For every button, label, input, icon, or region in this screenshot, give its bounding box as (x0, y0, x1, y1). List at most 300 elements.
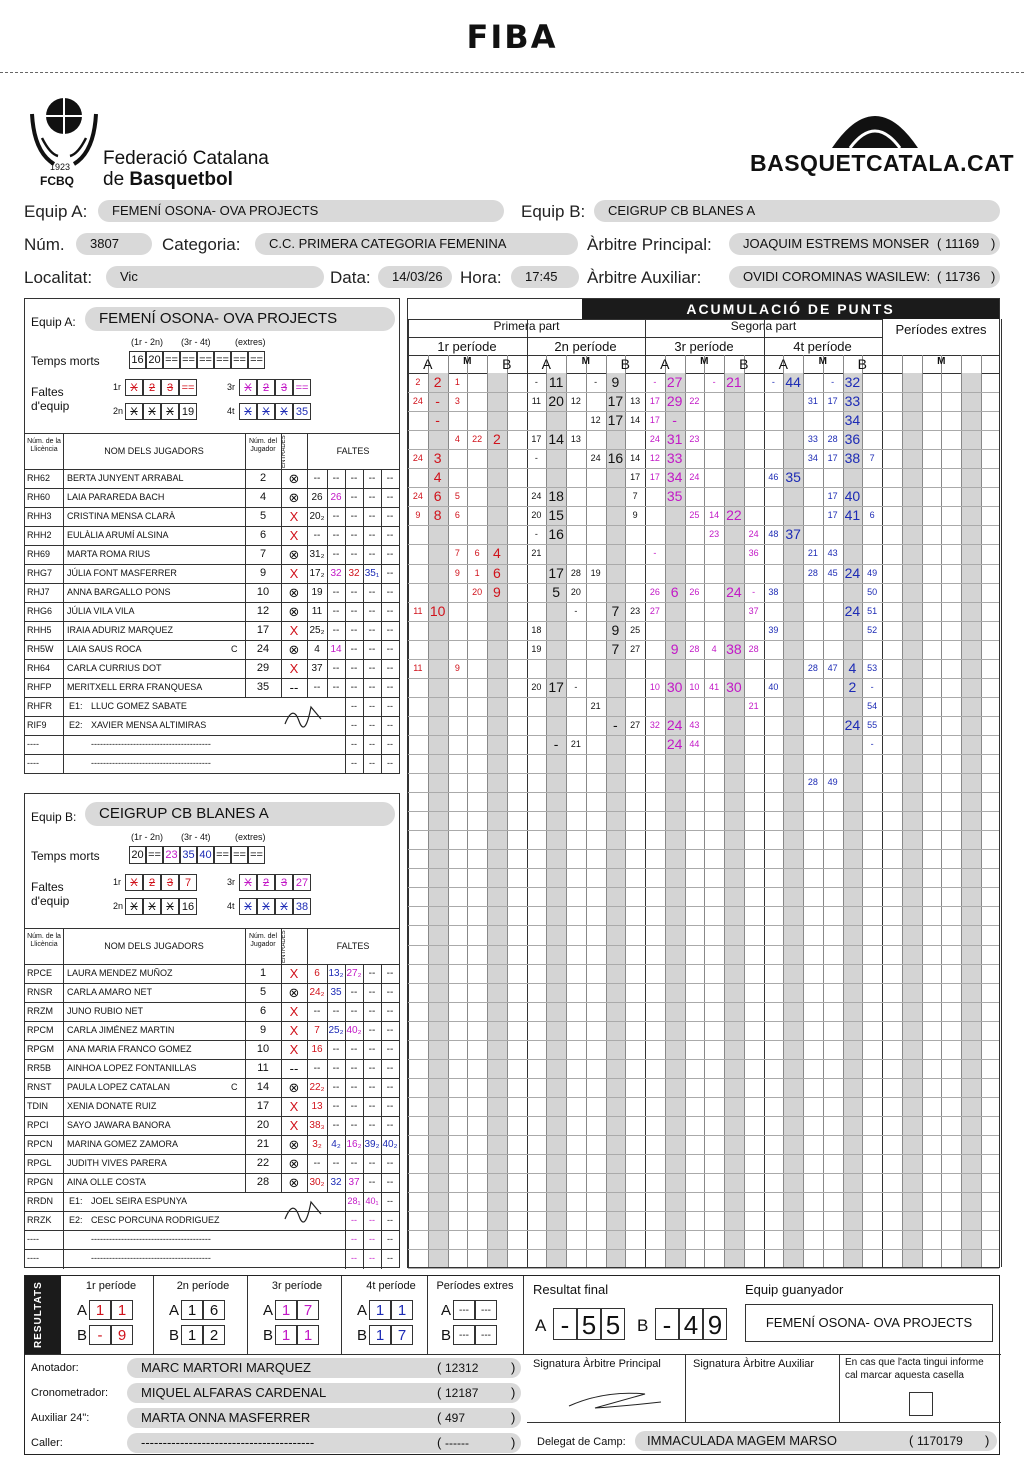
player-name: SAYO JAWARA BANORA (67, 1120, 171, 1130)
vline (153, 1276, 154, 1354)
player-number: 14 (256, 1081, 270, 1093)
foul-cell: -- (350, 1082, 358, 1093)
license-cell: RH62 (27, 473, 51, 483)
license-cell: RPGN (27, 1177, 54, 1187)
foul-cell: 3₂ (312, 1139, 322, 1150)
foul-cell: -- (332, 1120, 340, 1131)
winner-field[interactable]: FEMENÍ OSONA- OVA PROJECTS (745, 1304, 993, 1342)
foul-cell: -- (350, 473, 358, 484)
team-label: Equip B: (31, 810, 77, 824)
row-divider (281, 1060, 282, 1079)
entry-mark: ⊗ (288, 471, 300, 486)
score-cell: 49 (867, 567, 878, 578)
final-b-digit: 4 (679, 1308, 703, 1340)
player-row (25, 583, 399, 602)
player-name: XENIA DONATE RUIZ (67, 1101, 157, 1111)
row-divider (63, 660, 64, 679)
row-divider (281, 660, 282, 679)
score-cell: 46 (768, 472, 779, 483)
result-digit-box: --- (453, 1300, 475, 1320)
localitat-field[interactable]: Vic (106, 266, 324, 288)
player-row (25, 602, 399, 621)
score-cell: - (870, 681, 874, 692)
coach-foul: -- (369, 701, 375, 711)
score-cell: - (653, 377, 657, 387)
amb-label: M (937, 356, 946, 367)
result-digit-box: 1 (297, 1325, 319, 1345)
foul-cell: -- (332, 1158, 340, 1169)
score-cell: 50 (867, 586, 878, 597)
inform-checkbox[interactable] (909, 1392, 933, 1416)
official-id: 497 (445, 1411, 466, 1425)
player-name: AINHOA LOPEZ FONTANILLAS (67, 1063, 197, 1073)
result-period-label: 3r període (271, 1280, 323, 1292)
team-foul-box: X (125, 403, 143, 420)
entry-mark: X (289, 623, 299, 638)
foul-cell: -- (368, 587, 376, 598)
row-divider (281, 1117, 282, 1136)
final-a-digit: 5 (577, 1308, 601, 1340)
score-cell: 17 (548, 564, 564, 581)
fcbq-name-line1: Federació Catalana (103, 148, 269, 169)
team-letter: A (77, 1302, 88, 1319)
entry-mark: X (289, 661, 299, 676)
foul-cell: -- (386, 1101, 394, 1112)
hline (525, 1354, 1001, 1355)
grid-row-line (408, 1268, 999, 1269)
license-cell: RHH2 (27, 530, 52, 540)
player-number: 17 (256, 624, 270, 636)
paren-close: ) (511, 1435, 516, 1450)
row-divider (245, 1136, 246, 1155)
score-cell: 7 (611, 602, 620, 619)
player-number: 28 (256, 1176, 270, 1188)
quarter-label: 1r (113, 877, 122, 887)
score-cell: 12 (649, 453, 660, 464)
fcbq-year: 1923 (50, 162, 71, 172)
paren-open: ( (437, 1360, 442, 1375)
score-cell: 21 (726, 374, 742, 390)
score-cell: 6 (492, 564, 501, 581)
equip-b-field[interactable]: CEIGRUP CB BLANES A (594, 200, 1000, 222)
foul-cell: -- (313, 530, 321, 541)
row-divider (63, 470, 64, 489)
player-name: PAULA LOPEZ CATALAN (67, 1082, 171, 1092)
entry-mark: -- (289, 1061, 299, 1076)
score-cell: 27 (630, 719, 641, 730)
foul-cell: -- (368, 1120, 376, 1131)
fiba-title: FIBA (466, 18, 558, 56)
row-divider (363, 698, 364, 717)
score-cell: 11 (531, 396, 542, 407)
grid-row-line (408, 678, 999, 679)
foul-cell: 13₂ (328, 968, 344, 979)
player-row (25, 545, 399, 564)
player-number: 9 (259, 567, 267, 579)
row-divider (63, 1117, 64, 1136)
player-row (25, 526, 399, 545)
coach-name: CESC PORCUNA RODRIGUEZ (91, 1215, 220, 1225)
row-divider (63, 508, 64, 527)
coach-name: ---------------------------------------- (91, 758, 211, 768)
score-cell: 35 (666, 488, 683, 505)
coach-foul: 28₁ (347, 1196, 361, 1206)
foul-cell: -- (386, 625, 394, 636)
foul-cell: 27₂ (346, 968, 362, 979)
row-divider (245, 679, 246, 698)
score-cell: - (712, 377, 716, 387)
grid-row-line (408, 487, 999, 488)
score-cell: 23 (709, 529, 720, 540)
foul-cell: -- (350, 663, 358, 674)
foul-cell: -- (368, 549, 376, 560)
hora-field[interactable]: 17:45 (511, 266, 579, 288)
timeout-box: 23 (163, 846, 180, 864)
quarter-label: 2n (113, 406, 124, 416)
delegat-name: IMMACULADA MAGEM MARSO (647, 1433, 837, 1448)
sig-principal-label: Signatura Àrbitre Principal (533, 1358, 661, 1370)
score-cell: 51 (867, 605, 878, 616)
license-cell: RNST (27, 1082, 52, 1092)
grid-row-line (408, 1116, 999, 1117)
grid-row-line (408, 449, 999, 450)
num-field[interactable]: 3807 (76, 233, 152, 255)
foul-cell: -- (313, 682, 321, 693)
foul-cell: 16 (311, 1044, 323, 1055)
score-cell: 2 (492, 431, 501, 448)
team-name: CEIGRUP CB BLANES A (85, 802, 395, 826)
grid-row-line (408, 697, 999, 698)
categoria-field[interactable]: C.C. PRIMERA CATEGORIA FEMENINA (255, 233, 578, 255)
foul-cell: -- (350, 549, 358, 560)
foul-cell: -- (386, 1120, 394, 1131)
row-divider (63, 622, 64, 641)
row-divider (363, 1250, 364, 1269)
score-cell: 5 (552, 583, 561, 600)
coach-foul: -- (387, 1215, 393, 1225)
row-divider (63, 1022, 64, 1041)
equip-a-field[interactable]: FEMENÍ OSONA- OVA PROJECTS (98, 200, 504, 222)
result-period-label: 4t període (366, 1280, 416, 1292)
official-field[interactable] (127, 1383, 521, 1403)
final-a-digit: - (553, 1308, 577, 1340)
row-divider (245, 660, 246, 679)
score-cell: 9 (454, 567, 460, 578)
col-divider (307, 929, 308, 965)
foul-cell: 32 (348, 568, 360, 579)
score-cell: 34 (807, 453, 818, 464)
period-label: 4t període (793, 339, 852, 354)
score-cell: 11 (413, 605, 423, 616)
foul-cell: 35 (330, 987, 342, 998)
player-number: 21 (256, 1138, 270, 1150)
foul-cell: -- (350, 644, 358, 655)
score-cell: 9 (454, 662, 460, 673)
team-foul-box: X (239, 403, 257, 420)
player-number: 9 (259, 1024, 267, 1036)
foul-cell: -- (350, 1006, 358, 1017)
categoria-label: Categoria: (162, 235, 241, 254)
foul-cell: -- (350, 987, 358, 998)
grid-row-line (408, 830, 999, 831)
score-cell: 17 (827, 453, 838, 464)
result-digit-box: --- (475, 1325, 497, 1345)
foul-cell: -- (313, 1158, 321, 1169)
score-cell: 17 (827, 491, 838, 502)
row-divider (281, 1041, 282, 1060)
timeout-box: 20 (146, 351, 163, 369)
score-cell: 21 (590, 700, 601, 711)
first-half-label: Primera part (493, 319, 560, 333)
grid-row-line (408, 964, 999, 965)
entry-mark: -- (289, 680, 299, 695)
row-divider (381, 736, 382, 755)
score-cell: 39 (768, 624, 779, 635)
row-divider (245, 1155, 246, 1174)
entry-mark: ⊗ (288, 1175, 300, 1190)
row-divider (63, 565, 64, 584)
license-cell: RHH3 (27, 511, 52, 521)
score-cell: 6 (433, 488, 442, 505)
score-cell: 16 (607, 450, 624, 467)
foul-cell: -- (332, 473, 340, 484)
score-cell: 33 (844, 393, 861, 410)
player-row (25, 507, 399, 526)
score-cell: 28 (689, 643, 700, 654)
row-divider (363, 1212, 364, 1231)
team-foul-box: 2 (257, 379, 275, 396)
foul-cell: -- (350, 587, 358, 598)
official-field[interactable] (127, 1433, 521, 1453)
foul-cell: -- (368, 644, 376, 655)
result-digit-box: 1 (181, 1300, 203, 1320)
score-cell: 1 (474, 567, 480, 578)
quarter-label: 2n (113, 901, 124, 911)
coach-foul: -- (387, 720, 393, 730)
license-cell: RPCE (27, 968, 53, 978)
foul-cell: -- (368, 473, 376, 484)
official-field[interactable] (127, 1408, 521, 1428)
paren-close: ) (511, 1385, 516, 1400)
team-foul-box: 2 (143, 874, 161, 891)
coach-role: E2: (69, 1215, 83, 1225)
coach-foul: 40₁ (365, 1196, 379, 1206)
player-name: JUNO RUBIO NET (67, 1006, 144, 1016)
foul-cell: 25₂ (328, 1025, 344, 1036)
score-cell: 22 (726, 507, 742, 524)
arbitre-principal-field[interactable]: JOAQUIM ESTREMS MONSER ( 11169 ) (729, 233, 1000, 255)
foul-cell: -- (332, 1063, 340, 1074)
score-cell: 1 (454, 377, 460, 387)
score-cell: - (653, 548, 657, 559)
row-divider (281, 489, 282, 508)
grid-row-line (408, 468, 999, 469)
quarter-label: 3r (227, 382, 236, 392)
row-divider (281, 1003, 282, 1022)
coach-name: ---------------------------------------- (91, 1234, 211, 1244)
score-cell: 55 (867, 719, 878, 730)
foul-cell: -- (368, 1025, 376, 1036)
row-divider (363, 1193, 364, 1212)
timeout-box: 35 (180, 846, 197, 864)
row-divider (281, 1079, 282, 1098)
row-divider (281, 1174, 282, 1193)
timeout-box: == (248, 351, 265, 369)
foul-cell: 4₂ (331, 1139, 341, 1150)
player-row (25, 1078, 399, 1097)
foul-cell: -- (368, 1063, 376, 1074)
license-cell: RPGM (27, 1044, 54, 1054)
team-fouls-label2: d'equip (31, 399, 70, 413)
score-cell: 31 (807, 396, 818, 407)
data-field[interactable]: 14/03/26 (378, 266, 452, 288)
coach-row (25, 697, 399, 716)
score-cell: 28 (807, 567, 818, 578)
quarter-label: 4t (227, 901, 235, 911)
official-label: Cronometrador: (31, 1387, 109, 1399)
team-foul-box: 35 (293, 403, 311, 420)
team-letter: A (357, 1302, 368, 1319)
row-divider (281, 565, 282, 584)
score-cell: 10 (429, 602, 446, 619)
score-cell: 6 (670, 583, 679, 600)
coach-foul: -- (369, 720, 375, 730)
license-cell: ---- (27, 739, 39, 749)
score-cell: 37 (748, 605, 759, 616)
foul-cell: 17₂ (309, 568, 325, 579)
official-name: MIQUEL ALFARAS CARDENAL (141, 1385, 327, 1400)
inform-note: En cas que l'acta tingui informe cal marcar aquesta casella (845, 1357, 984, 1381)
foul-cell: 40₂ (382, 1139, 398, 1150)
timeout-box: == (231, 846, 248, 864)
row-divider (245, 622, 246, 641)
score-cell: 7 (632, 491, 638, 502)
result-digit-box: 6 (203, 1300, 225, 1320)
entry-mark: ⊗ (288, 1156, 300, 1171)
official-name: ---------------------------------------- (141, 1435, 315, 1450)
foul-cell: 13 (311, 1101, 323, 1112)
foul-cell: -- (386, 968, 394, 979)
timeout-box: == (248, 846, 265, 864)
entry-mark: ⊗ (288, 642, 300, 657)
row-divider (63, 1041, 64, 1060)
foul-cell: -- (332, 587, 340, 598)
extres-label: (extres) (235, 337, 266, 347)
col-license: Núm. de la Llicència (27, 438, 61, 453)
entry-mark: ⊗ (288, 1137, 300, 1152)
score-cell: 2 (433, 374, 442, 390)
score-cell: 24 (590, 453, 601, 464)
final-result-label: Resultat final (533, 1282, 609, 1297)
foul-cell: -- (368, 511, 376, 522)
amb-label: A (423, 356, 433, 372)
team-letter: A (169, 1302, 180, 1319)
row-divider (63, 717, 64, 736)
coach-row (25, 735, 399, 754)
foul-cell: 26 (311, 492, 323, 503)
foul-cell: 37 (311, 663, 323, 674)
player-row (25, 1059, 399, 1078)
grid-row-line (408, 1078, 999, 1079)
referee-signature (565, 1380, 665, 1414)
delegat-field[interactable] (635, 1431, 997, 1451)
team-foul-box: X (239, 898, 257, 915)
foul-cell: -- (386, 1082, 394, 1093)
score-cell: 3 (433, 450, 442, 467)
final-a-letter: A (535, 1316, 547, 1335)
official-field[interactable] (127, 1358, 521, 1378)
entry-mark: X (289, 509, 299, 524)
score-cell: 24 (844, 564, 861, 581)
player-number: 1 (259, 967, 267, 979)
score-cell: 25 (630, 624, 641, 635)
grid-row-line (408, 983, 999, 984)
row-divider (63, 527, 64, 546)
foul-cell: 25₂ (309, 625, 325, 636)
amb-label: B (739, 356, 749, 372)
grid-row-line (408, 1154, 999, 1155)
foul-cell: -- (368, 1101, 376, 1112)
foul-cell: -- (332, 1044, 340, 1055)
team-fouls-label: Faltes (31, 385, 64, 399)
arbitre-auxiliar-field[interactable]: OVIDI COROMINAS WASILEW: ( 11736 ) (729, 266, 1000, 288)
player-number: 29 (256, 662, 270, 674)
vline (645, 319, 646, 337)
row-divider (63, 1003, 64, 1022)
grid-row-line (408, 1192, 999, 1193)
score-cell: 52 (867, 624, 878, 635)
score-cell: 40 (768, 681, 779, 692)
player-number: 11 (257, 1062, 269, 1074)
foul-cell: -- (386, 511, 394, 522)
foul-cell: 22₂ (309, 1082, 325, 1093)
foul-cell: -- (386, 549, 394, 560)
license-cell: RHG6 (27, 606, 53, 616)
score-cell: 38 (768, 586, 779, 597)
player-name: JÚLIA FONT MASFERRER (67, 568, 177, 578)
team-foul-box: X (257, 403, 275, 420)
row-divider (363, 755, 364, 774)
score-cell: 34 (844, 412, 861, 429)
row-divider (245, 489, 246, 508)
license-cell: RR5B (27, 1063, 52, 1073)
foul-cell: 37 (348, 1177, 360, 1188)
foul-cell: -- (350, 1063, 358, 1074)
col-divider (63, 434, 64, 470)
halves-label: (1r - 2n) (131, 337, 164, 347)
score-cell: 48 (768, 529, 779, 540)
player-number: 6 (259, 1005, 267, 1017)
coach-foul: -- (387, 1234, 393, 1244)
team-foul-box: 7 (179, 874, 197, 891)
score-cell: 4 (454, 434, 460, 445)
foul-cell: -- (368, 968, 376, 979)
fcbq-acronym: FCBQ (40, 174, 74, 188)
foul-cell: -- (350, 530, 358, 541)
vline (427, 1276, 428, 1354)
row-divider (63, 965, 64, 984)
captain-mark: C (231, 1082, 238, 1092)
coach-row (25, 754, 399, 773)
timeout-box: == (214, 846, 231, 864)
team-fouls-label: Faltes (31, 880, 64, 894)
team-letter: A (263, 1302, 274, 1319)
result-digit-box: - (89, 1325, 111, 1345)
player-table-header (25, 433, 399, 470)
score-cell: 24 (689, 472, 700, 483)
foul-cell: 20₂ (309, 511, 325, 522)
coach-foul: -- (351, 720, 357, 730)
